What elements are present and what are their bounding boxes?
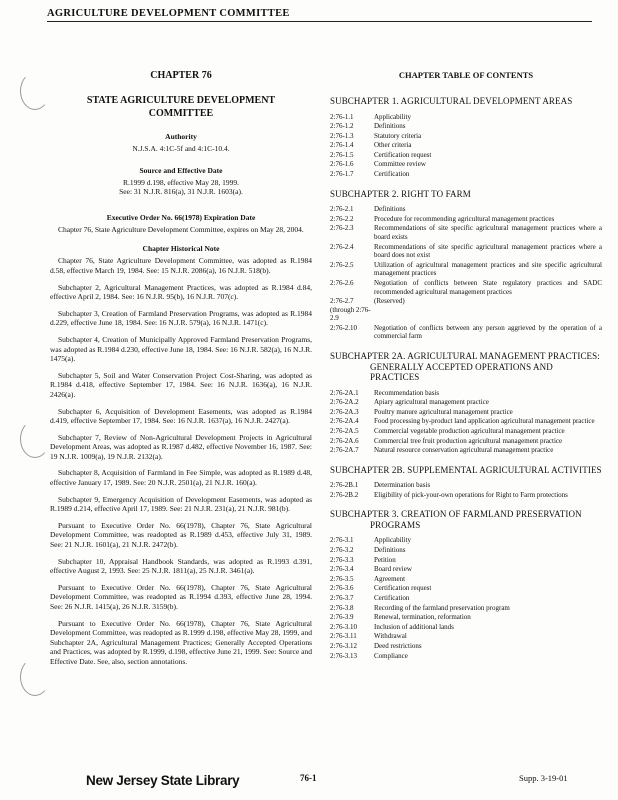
toc-entry: [330, 398, 602, 407]
section-number: 2:76-1.3: [330, 131, 354, 140]
chapter-number: CHAPTER 76: [150, 70, 212, 81]
toc-entry: [330, 132, 602, 141]
history-heading: Chapter Historical Note: [142, 244, 220, 254]
toc-entry: [330, 594, 602, 603]
section-number: 2:76-3.10: [330, 622, 358, 631]
section-title: Compliance: [374, 651, 408, 660]
table-of-contents: [330, 70, 602, 670]
section-number: 2:76-1.2: [330, 122, 354, 131]
history-paragraph: Pursuant to Executive Order No. 66(1978), Chapter 76, State Agricultural Development Committee, was readopted as R.1994 d.393, effective June 28, 1994. See: 26 N.J.R. 1415(a), 26 N.J.R. 3159(b).: [50, 582, 312, 611]
section-title: Certification: [374, 593, 410, 602]
section-title: Renewal, termination, reformation: [374, 613, 471, 622]
section-title: Applicability: [374, 112, 411, 121]
toc-entry: [330, 170, 602, 179]
section-title: Recommendations of site specific agricultural management practices where a board exists: [374, 224, 602, 241]
section-number: 2:76-3.12: [330, 641, 358, 650]
section-title: Certification request: [374, 150, 432, 159]
section-number: 2:76-3.9: [330, 613, 354, 622]
section-number: 2:76-2.10: [330, 323, 358, 332]
section-number: 2:76-3.11: [330, 632, 357, 641]
toc-entry: [330, 604, 602, 613]
section-title: Statutory criteria: [374, 131, 422, 140]
toc-entry: [330, 437, 602, 446]
history-paragraph: Subchapter 7, Review of Non-Agricultural Development Projects in Agricultural Development Areas, was adopted as R.1987 d.482, effective November 16, 1987. See: 19 N.J.R. 1009(a), 19 N.J.R. 2132(a).: [50, 432, 312, 461]
toc-entry: [330, 408, 602, 417]
toc-entry: [330, 324, 602, 341]
section-title: Board review: [374, 565, 412, 574]
toc-entry: [330, 417, 602, 426]
toc-entry: [330, 215, 602, 224]
section-number: 2:76-3.4: [330, 565, 354, 574]
left-column: [50, 70, 312, 674]
toc-entry: [330, 446, 602, 455]
subchapter-title: SUBCHAPTER 2. RIGHT TO FARM: [330, 188, 471, 199]
subchapter-title: SUBCHAPTER 3. CREATION OF FARMLAND PRESERVATION PROGRAMS: [330, 509, 582, 530]
history-paragraph: Subchapter 6, Acquisition of Development Easements, was adopted as R.1984 d.419, effective September 17, 1984. See: 16 N.J.R. 1637(a), 16 N.J.R. 2427(a).: [50, 406, 312, 426]
section-number: 2:76-3.8: [330, 603, 354, 612]
binder-hole-mark: [20, 658, 50, 696]
section-number: 2:76-2A.3: [330, 407, 359, 416]
section-number: 2:76-2A.5: [330, 426, 359, 435]
authority-text: N.J.S.A. 4:1C-5f and 4:1C-10.4.: [132, 144, 230, 153]
toc-entry: [330, 556, 602, 565]
history-paragraph: Pursuant to Executive Order No. 66(1978), Chapter 76, State Agricultural Development Committee, was readopted as R.1989 d.453, effective July 31, 1989. See: 21 N.J.R. 1601(a), 21 N.J.R. 2472(b).: [50, 520, 312, 550]
section-title: Commercial tree fruit production agricultural management practice: [374, 436, 563, 445]
toc-body: [330, 96, 602, 660]
section-list: [330, 389, 602, 455]
toc-entry: [330, 113, 602, 122]
section-title: Certification request: [374, 584, 432, 593]
section-title: Apiary agricultural management practice: [374, 398, 489, 407]
section-list: [330, 481, 602, 499]
history-notes: [50, 256, 312, 666]
section-title: Commercial vegetable production agricultural management practice: [374, 426, 565, 435]
section-title: Negotiation of conflicts between State regulatory practices and SADC recommended agricultural management practices: [374, 278, 602, 296]
section-title: Inclusion of additional lands: [374, 622, 454, 631]
section-number: 2:76-1.6: [330, 160, 354, 169]
toc-entry: [330, 141, 602, 150]
binder-hole-mark: [20, 420, 50, 458]
eo-text: Chapter 76, State Agriculture Development Committee, expires on May 28, 2004.: [58, 224, 304, 234]
section-number: 2:76-2B.1: [330, 481, 359, 490]
running-head: AGRICULTURE DEVELOPMENT COMMITTEE: [47, 8, 592, 22]
section-title: Poultry manure agricultural management practice: [374, 407, 513, 416]
section-title: Recommendation basis: [374, 388, 440, 397]
section-title: Certification: [374, 170, 410, 179]
authority-heading: Authority: [165, 132, 197, 141]
section-number: 2:76-3.3: [330, 555, 354, 564]
section-number: 2:76-2A.2: [330, 398, 359, 407]
section-number: 2:76-3.2: [330, 546, 354, 554]
section-number: 2:76-2.6: [330, 278, 354, 287]
toc-entry: [330, 491, 602, 500]
toc-entry: [330, 427, 602, 436]
history-paragraph: Chapter 76, State Agriculture Development Committee, was adopted as R.1984 d.58, effective March 19, 1984. See: 15 N.J.R. 2086(a), 16 N.J.R. 518(b).: [50, 256, 312, 275]
section-number: 2:76-2.4: [330, 242, 354, 251]
supplement-date: Supp. 3-19-01: [519, 773, 568, 783]
section-number: 2:76-3.7: [330, 593, 354, 602]
section-number: 2:76-2.2: [330, 214, 354, 223]
toc-entry: [330, 642, 602, 651]
section-number: 2:76-1.1: [330, 112, 354, 121]
section-number: 2:76-2.5: [330, 260, 354, 269]
subchapter-title: SUBCHAPTER 1. AGRICULTURAL DEVELOPMENT AREAS: [330, 96, 573, 106]
section-title: Other criteria: [374, 141, 412, 150]
section-title: Applicability: [374, 536, 411, 545]
toc-entry: [330, 279, 602, 296]
subchapter-title: SUBCHAPTER 2A. AGRICULTURAL MANAGEMENT PRACTICES: GENERALLY ACCEPTED OPERATIONS AND PRACTICES: [330, 351, 600, 383]
section-title: Definitions: [374, 205, 406, 214]
section-list: [330, 536, 602, 660]
agency-title: [50, 94, 312, 120]
toc-entry: [330, 623, 602, 632]
section-title: Utilization of agricultural management practices and site specific agricultural management practices: [374, 260, 602, 278]
library-logo: New Jersey State Library: [86, 773, 240, 788]
source-heading: Source and Effective Date: [139, 165, 223, 175]
section-number: 2:76-1.7: [330, 170, 354, 179]
toc-entry: [330, 389, 602, 398]
section-title: Recording of the farmland preservation program: [374, 603, 510, 612]
section-title: Food processing by-product land application agricultural management practice: [374, 417, 595, 426]
section-title: Petition: [374, 555, 396, 564]
toc-entry: [330, 565, 602, 574]
section-title: Deed restrictions: [374, 641, 422, 650]
section-title: Definitions: [374, 546, 406, 554]
section-number: 2:76-2A.1: [330, 388, 359, 397]
toc-entry: [330, 160, 602, 169]
history-paragraph: Subchapter 3, Creation of Farmland Preservation Programs, was adopted as R.1984 d.229, effective June 18, 1984. See: 16 N.J.R. 579(a), 16 N.J.R. 1471(c).: [50, 308, 312, 328]
source-line1: R.1999 d.198, effective May 28, 1999.: [122, 177, 240, 187]
section-title: Agreement: [374, 574, 406, 583]
section-number: 2:76-2.3: [330, 224, 354, 233]
section-number: 2:76-2A.7: [330, 446, 359, 455]
section-list: [330, 113, 602, 179]
agency-title-line2: COMMITTEE: [148, 108, 214, 119]
history-paragraph: Subchapter 9, Emergency Acquisition of Development Easements, was adopted as R.1989 d.214, effective April 17, 1989. See: 21 N.J.R. 231(a), 21 N.J.R. 981(b).: [50, 494, 312, 514]
section-number: 2:76-2.1: [330, 205, 354, 214]
eo-heading: Executive Order No. 66(1978) Expiration Date: [106, 212, 256, 222]
section-number: 2:76-2B.2: [330, 490, 359, 499]
toc-entry: [330, 584, 602, 593]
section-title: Natural resource conservation agricultural management practice: [374, 446, 554, 455]
toc-entry: [330, 243, 602, 260]
toc-entry: [330, 224, 602, 241]
toc-entry: [330, 575, 602, 584]
toc-entry: [330, 632, 602, 641]
section-number: 2:76-2.7 (through 2:76-2.9: [330, 297, 371, 323]
toc-entry: [330, 151, 602, 160]
history-paragraph: Subchapter 5, Soil and Water Conservation Project Cost-Sharing, was adopted as R.1984 d.418, effective September 17, 1984. See: 16 N.J.R. 1636(a), 16 N.J.R. 2426(a).: [50, 370, 312, 399]
section-number: 2:76-3.1: [330, 536, 354, 545]
section-title: Committee review: [374, 160, 426, 169]
toc-entry: [330, 481, 602, 490]
section-title: Recommendations of site specific agricultural management practices where a board does not exist: [374, 242, 602, 260]
history-paragraph: Subchapter 10, Appraisal Handbook Standards, was adopted as R.1993 d.391, effective August 2, 1993. See: 25 N.J.R. 1811(a), 25 N.J.R. 3461(a).: [50, 556, 312, 576]
toc-entry: [330, 652, 602, 661]
toc-entry: [330, 536, 602, 545]
section-title: Eligibility of pick-your-own operations for Right to Farm protections: [374, 490, 568, 499]
page-number: 76-1: [300, 773, 317, 783]
toc-entry: [330, 297, 602, 323]
history-paragraph: Subchapter 8, Acquisition of Farmland in Fee Simple, was adopted as R.1989 d.48, effective January 17, 1989. See: 20 N.J.R. 2501(a), 21 N.J.R. 160(a).: [50, 468, 312, 488]
agency-title-line1: STATE AGRICULTURE DEVELOPMENT: [86, 95, 276, 106]
section-title: Determination basis: [374, 481, 431, 490]
toc-entry: [330, 546, 602, 555]
section-title: Withdrawal: [374, 632, 407, 641]
section-number: 2:76-1.5: [330, 150, 354, 159]
section-number: 2:76-3.13: [330, 651, 358, 660]
section-number: 2:76-1.4: [330, 141, 354, 150]
toc-heading: CHAPTER TABLE OF CONTENTS: [398, 70, 534, 80]
history-paragraph: Subchapter 4, Creation of Municipally Approved Farmland Preservation Programs, was adopted as R.1984 d.230, effective June 18, 1984. See: 16 N.J.R. 582(a), 16 N.J.R. 1475(a).: [50, 334, 312, 364]
section-title: Negotiation of conflicts between any person aggrieved by the operation of a commercial farm: [374, 323, 602, 341]
section-number: 2:76-3.6: [330, 584, 354, 593]
source-line2: See: 31 N.J.R. 816(a), 31 N.J.R. 1603(a).: [119, 187, 243, 197]
section-list: [330, 205, 602, 341]
toc-entry: [330, 261, 602, 278]
toc-entry: [330, 205, 602, 214]
toc-entry: [330, 613, 602, 622]
subchapter-title: SUBCHAPTER 2B. SUPPLEMENTAL AGRICULTURAL ACTIVITIES: [330, 464, 602, 475]
binder-hole-mark: [20, 72, 50, 110]
section-title: Procedure for recommending agricultural management practices: [374, 214, 555, 223]
toc-entry: [330, 122, 602, 131]
history-paragraph: Subchapter 2, Agricultural Management Practices, was adopted as R.1984 d.84, effective April 2, 1984. See: 16 N.J.R. 95(b), 16 N.J.R. 707(c).: [50, 282, 312, 302]
section-number: 2:76-2A.4: [330, 417, 359, 426]
section-number: 2:76-3.5: [330, 574, 354, 583]
section-title: Definitions: [374, 122, 406, 131]
history-paragraph: Pursuant to Executive Order No. 66(1978), Chapter 76, State Agricultural Development Committee, was readopted as R.1999 d.198, effective May 28, 1999, and Subchapter 2A, Agricultural Management Practices; Generally Accepted Operations and Practices, was adopted by R.1999, d.198, effective June 21, 1999. See: Source and Effective Date. See, also, section annotations.: [50, 618, 312, 666]
section-number: 2:76-2A.6: [330, 436, 359, 445]
section-title: (Reserved): [374, 297, 405, 306]
